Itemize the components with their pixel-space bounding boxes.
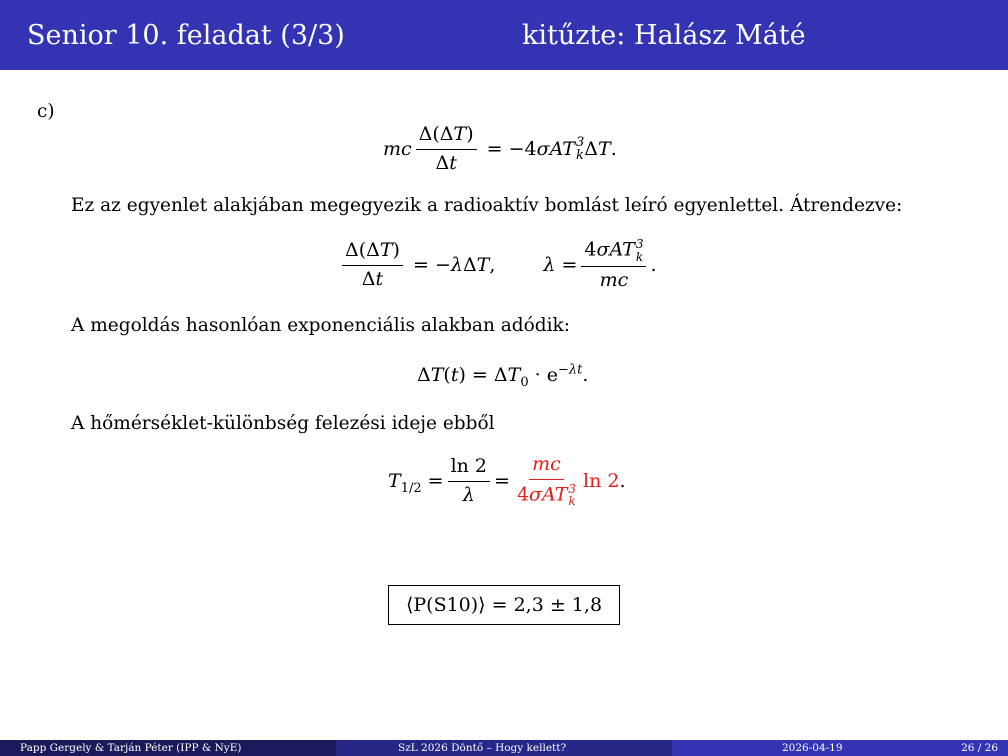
footer bbox=[0, 740, 1008, 756]
footer-page-number: 26 / 26 bbox=[961, 742, 998, 754]
equation-3: $\Delta T(t) = \Delta T_0 \cdot e^{-\lambda t}$. bbox=[417, 362, 589, 390]
paragraph-2: A megoldás hasonlóan exponenciális alakban adódik: bbox=[71, 315, 570, 336]
score-text: ⟨P(S10)⟩ = 2,3 ± 1,8 bbox=[405, 594, 603, 616]
footer-event: SzL 2026 Döntő – Hogy kellett? bbox=[336, 740, 672, 756]
footer-date: 2026-04-19 bbox=[782, 742, 843, 754]
paragraph-1: Ez az egyenlet alakjában megegyezik a radioaktív bomlást leíró egyenlettel. Átrendezve: bbox=[71, 195, 903, 216]
equation-4: $T_{1/2}$ = $\frac{\ln 2}{\lambda}$ = mc 4σAT 3 k ln 2 . bbox=[388, 453, 626, 509]
score-box bbox=[388, 585, 620, 625]
slide-author: kitűzte: Halász Máté bbox=[522, 20, 806, 51]
slide-header bbox=[0, 0, 1008, 70]
slide-title: Senior 10. feladat (3/3) bbox=[27, 20, 345, 51]
equation-1: mc $\frac{\Delta(\Delta T)}{\Delta t}$ = −4σAT 3 k ΔT. bbox=[383, 123, 617, 174]
paragraph-3: A hőmérséklet-különbség felezési ideje ebből bbox=[71, 413, 495, 434]
footer-date-page bbox=[672, 740, 1008, 756]
part-label: c) bbox=[37, 101, 55, 122]
equation-2: $\frac{\Delta(\Delta T)}{\Delta t}$ = −λΔT, λ = 4σAT 3 k mc . bbox=[338, 238, 657, 292]
footer-authors: Papp Gergely & Tarján Péter (IPP & NyE) bbox=[0, 740, 336, 756]
